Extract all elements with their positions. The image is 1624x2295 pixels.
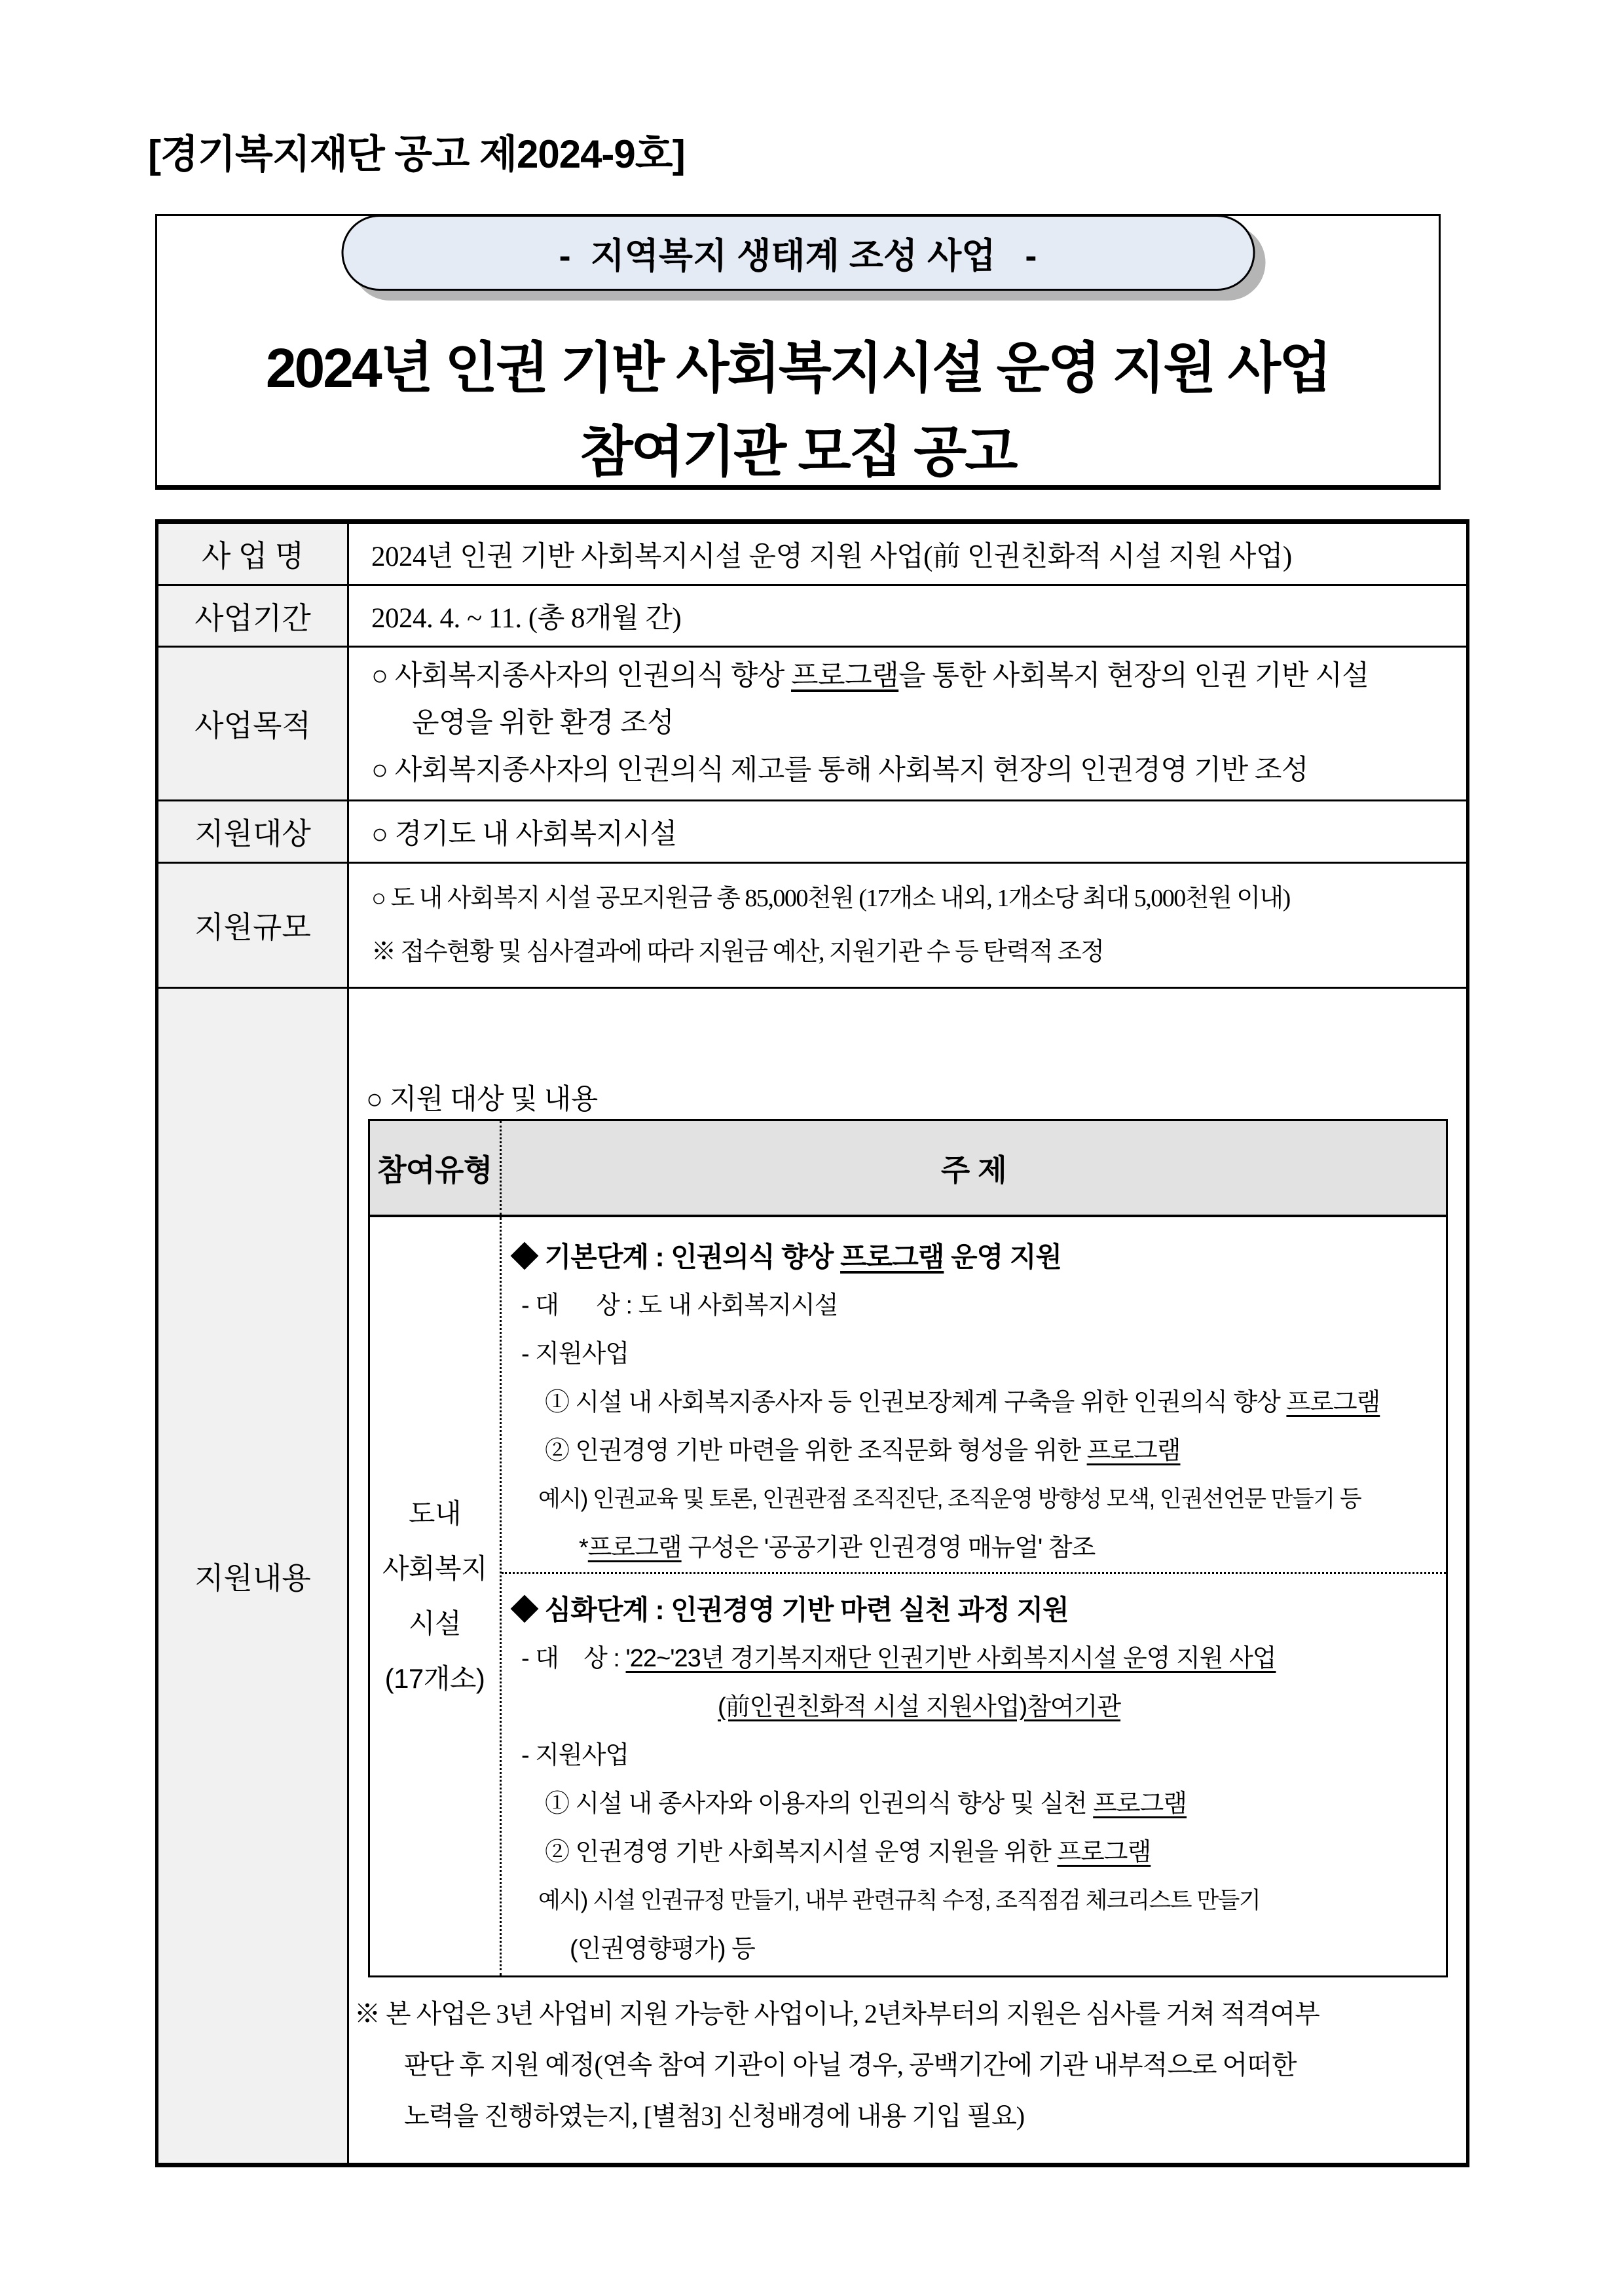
basic-ref-line: *프로그램 구성은 '공공기관 인권경영 매뉴얼' 참조 [579,1534,1096,1562]
row-value-name: 2024년 인권 기반 사회복지시설 운영 지원 사업(前 인권친화적 시설 지원 사업) [371,541,1292,572]
basic-example-line: 예시) 인권교육 및 토론, 인권관점 조직진단, 조직운영 방향성 모색, 인권선언문 만들기 등 [538,1486,1361,1512]
advanced-target-line [511,1634,1441,1683]
basic-stage-heading: ◆ 기본단계 : 인권의식 향상 프로그램 운영 지원 [511,1241,1061,1272]
basic-target-line: - 대 상 : 도 내 사회복지시설 [521,1292,838,1319]
footnote-line-3: 노력을 진행하였는지, [별첨3] 신청배경에 내용 기입 필요) [404,2101,1025,2131]
basic-biz-line: - 지원사업 [521,1340,629,1368]
participant-type-cell [370,1217,502,1975]
content-cell [349,989,1466,2163]
row-label-target: 지원대상 [158,801,349,862]
advanced-item-2: ② 인권경영 기반 사회복지시설 운영 지원을 위한 프로그램 [545,1839,1151,1866]
footnote-line-1: ※ 본 사업은 3년 사업비 지원 가능한 사업이나, 2년차부터의 지원은 심사를 거쳐 적격여부 [354,1999,1320,2029]
program-category-pill: - 지역복지 생태계 조성 사업 - [341,215,1255,291]
subject-cell [502,1217,1446,1975]
announcement-title [157,326,1439,494]
support-table-body [370,1217,1446,1975]
advanced-example-line: 예시) 시설 인권규정 만들기, 내부 관련규칙 수정, 조직점검 체크리스트 만들기 [538,1888,1261,1913]
title-line-1: 2024년 인권 기반 사회복지시설 운영 지원 사업 [265,337,1331,399]
row-value-target: ○ 경기도 내 사회복지시설 [371,818,677,850]
scale-line-1: ○ 도 내 사회복지 시설 공모지원금 총 85,000천원 (17개소 내외, 1개소당 최대 5,000천원 이내) [371,885,1290,912]
purpose-line-3: ○ 사회복지종사자의 인권의식 제고를 통해 사회복지 현장의 인권경영 기반 조성 [371,755,1308,786]
scale-line-2: ※ 접수현황 및 심사결과에 따라 지원금 예산, 지원기관 수 등 탄력적 조정 [371,938,1104,966]
advanced-biz-line: - 지원사업 [521,1742,629,1769]
participant-line-1: 도내 [408,1498,462,1529]
advanced-target-continued: (前인권친화적 시설 지원사업)참여기관 [718,1693,1121,1721]
document-number: [경기복지재단 공고 제2024-9호] [148,132,685,176]
info-table [155,519,1469,2167]
header-subject: 주 제 [940,1152,1007,1187]
advanced-example-line-2: (인권영향평가) 등 [570,1936,755,1963]
row-label-name: 사 업 명 [158,524,349,584]
footnote-line-2: 판단 후 지원 예정(연속 참여 기관이 아닐 경우, 공백기간에 기관 내부적으로 어떠한 [404,2050,1297,2080]
row-label-content: 지원내용 [158,989,349,2163]
purpose-line-1: ○ 사회복지종사자의 인권의식 향상 프로그램을 통한 사회복지 현장의 인권 기반 시설 [371,661,1369,691]
advanced-target-underlined: '22~'23년 경기복지재단 인권기반 사회복지시설 운영 지원 사업 [625,1645,1276,1672]
row-value-period: 2024. 4. ~ 11. (총 8개월 간) [371,603,682,634]
table-row-scale [158,862,1466,987]
basic-item-2: ② 인권경영 기반 마련을 위한 조직문화 형성을 위한 프로그램 [545,1437,1181,1465]
basic-stage-section [502,1217,1446,1574]
participant-line-3: 시설 [408,1608,462,1639]
header-participant-type: 참여유형 [370,1121,502,1215]
table-row-target [158,799,1466,862]
table-row-period [158,584,1466,646]
support-table-header [370,1121,1446,1217]
basic-item-1: ① 시설 내 사회복지종사자 등 인권보장체계 구축을 위한 인권의식 향상 프로그램 [545,1389,1380,1416]
support-detail-table [368,1119,1448,1977]
footnote [354,1989,1320,2142]
title-banner-box [155,214,1441,490]
advanced-target-prefix: - 대 상 : [521,1645,626,1672]
row-label-period: 사업기간 [158,586,349,646]
participant-line-2: 사회복지 [382,1553,488,1584]
purpose-line-2: 운영을 위한 환경 조성 [412,708,674,739]
row-label-scale: 지원규모 [158,864,349,987]
table-row-purpose [158,646,1466,799]
table-row-name [158,524,1466,584]
table-row-content [158,987,1466,2163]
support-detail-title: ○ 지원 대상 및 내용 [366,1084,598,1115]
advanced-stage-heading: ◆ 심화단계 : 인권경영 기반 마련 실천 과정 지원 [511,1594,1069,1625]
advanced-item-1: ① 시설 내 종사자와 이용자의 인권의식 향상 및 실천 프로그램 [545,1790,1187,1818]
row-label-purpose: 사업목적 [158,648,349,799]
participant-line-4: (17개소) [384,1663,485,1694]
title-line-2: 참여기관 모집 공고 [580,421,1016,483]
advanced-stage-section [502,1574,1446,1975]
